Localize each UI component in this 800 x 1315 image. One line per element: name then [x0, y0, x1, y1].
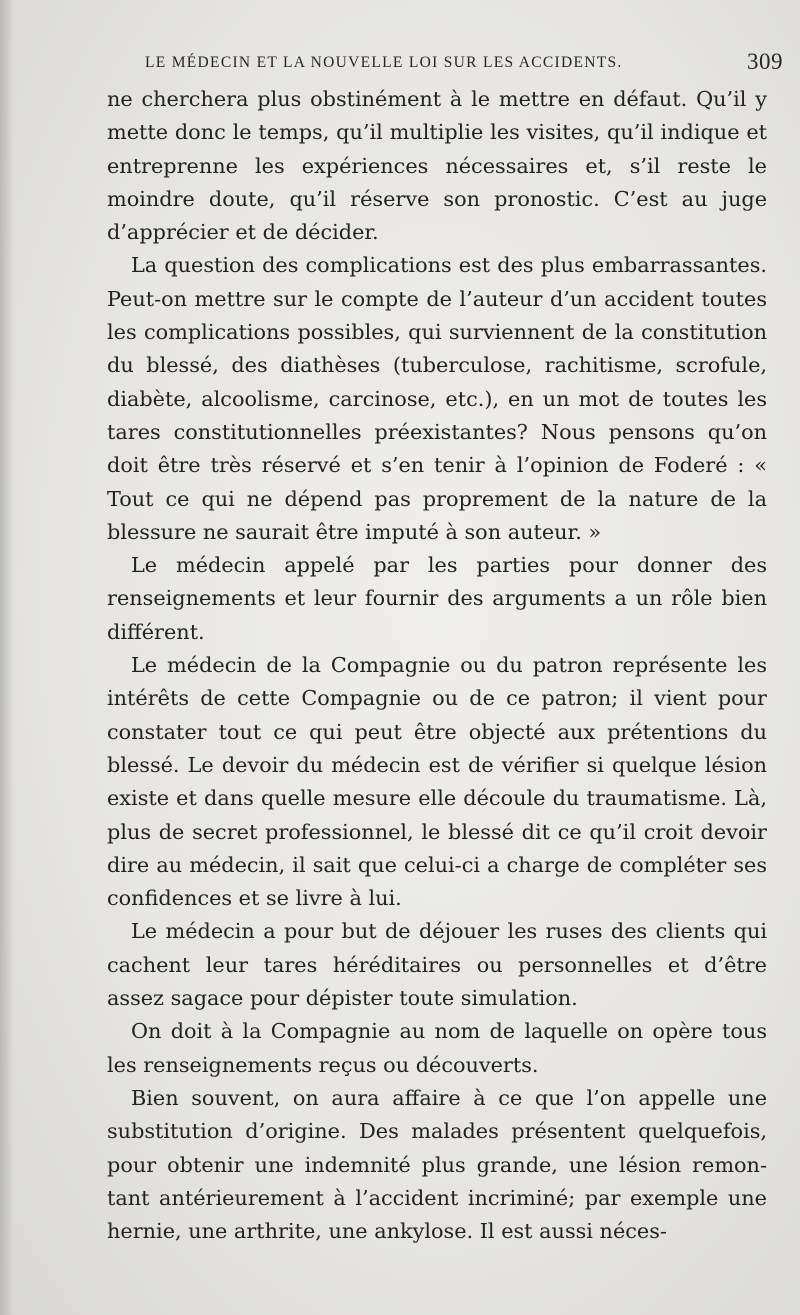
paragraph: Le médecin appelé par les parties pour donner des renseignements et leur fournir des arguments a un rôle bien différent. [107, 553, 767, 644]
running-header [145, 51, 785, 77]
paragraph: Bien souvent, on aura affaire à ce que l’on appelle une substitution d’origine. Des malades présentent quelquefois, pour obtenir une indemnité plus grande, une lésion remontant antérieurement à l’accident incriminé; par exemple une hernie, une arthrite, une ankylose. Il est aussi néces- [107, 1085, 767, 1244]
binding-shadow [0, 0, 14, 1315]
paragraph: ne cherchera plus obstinément à le mettre en défaut. Qu’il y mette donc le temps, qu’il multiplie les visites, qu’il indique et entreprenne les expériences nécessaires et, s’il reste le moindre doute, qu’il réserve son pronostic. C’est au juge d’apprécier et de décider. [107, 87, 767, 245]
paragraph: La question des complications est des plus embarrassantes. Peut-on mettre sur le compte de l’auteur d’un accident toutes les complications possibles, qui surviennent de la constitution du blessé, des diathèses (tuberculose, rachitisme, scrofule, diabète, alcoolisme, carcinose, etc.), en un mot de toutes les tares constitutionnelles préexistantes? Nous pensons qu’on doit être très réservé et s’en tenir à l’opinion de Foderé : « Tout ce qui ne dépend pas proprement de la nature de la blessure ne saurait être imputé à son auteur. » [107, 253, 767, 544]
body-text [107, 83, 767, 1248]
paragraph: On doit à la Compagnie au nom de laquelle on opère tous les renseignements reçus ou découverts. [107, 1019, 767, 1077]
paragraph: Le médecin de la Compagnie ou du patron représente les intérêts de cette Compagnie ou de ce patron; il vient pour constater tout ce qui peut être objecté aux prétentions du blessé. Le devoir du médecin est de vérifier si quelque lésion existe et dans quelle mesure elle découle du traumatisme. Là, plus de secret professionnel, le blessé dit ce qu’il croit devoir dire au médecin, il sait que celui-ci a charge de compléter ses confidences et se livre à lui. [107, 653, 767, 911]
running-title: LE MÉDECIN ET LA NOUVELLE LOI SUR LES ACCIDENTS. [145, 54, 623, 71]
paragraph: Le médecin a pour but de déjouer les ruses des clients qui cachent leur tares héréditaires ou personnelles et d’être assez sagace pour dépister toute simulation. [107, 919, 767, 1011]
page-number: 309 [747, 49, 783, 74]
